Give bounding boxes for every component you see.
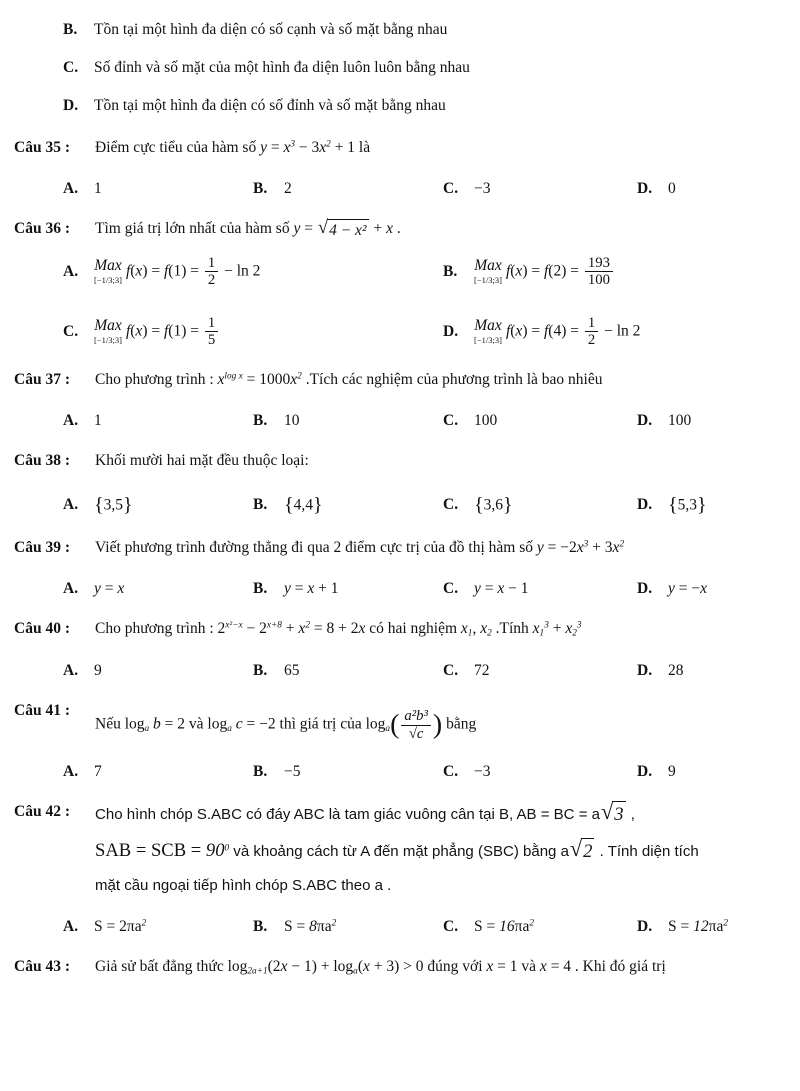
question-number: Câu 42 : xyxy=(14,803,70,821)
option-label: B. xyxy=(63,21,78,38)
option-label: B. xyxy=(253,580,268,598)
question-43 xyxy=(0,956,800,979)
option-label: A. xyxy=(63,918,79,936)
option-label: C. xyxy=(63,322,79,340)
option-value: −3 xyxy=(474,763,491,781)
option xyxy=(637,180,800,198)
option xyxy=(63,255,443,289)
option xyxy=(443,580,637,598)
option xyxy=(637,662,800,680)
option-value: $S = 12\pi a^2$ xyxy=(668,918,728,936)
question-35 xyxy=(0,137,800,198)
option xyxy=(253,180,443,198)
option xyxy=(63,580,253,598)
options-row xyxy=(0,763,800,781)
question-text: Tìm giá trị lớn nhất của hàm số y = √ 4 − x² + x . xyxy=(95,218,800,242)
question-36 xyxy=(0,218,800,348)
option-value: Max [−1/3;3] f(x) = f(1) = $\frac{1}{2}$ − ln 2 xyxy=(94,254,261,289)
option-row xyxy=(0,58,800,79)
option xyxy=(443,918,637,936)
option-label: D. xyxy=(63,96,79,114)
option xyxy=(637,918,800,936)
option-value: Max [−1/3;3] f(x) = f(4) = $\frac{1}{2}$ − ln 2 xyxy=(474,314,641,349)
option-value: 1 xyxy=(94,412,102,430)
option xyxy=(443,662,637,680)
question-38 xyxy=(0,450,800,516)
option-row xyxy=(0,96,800,117)
option-label: D. xyxy=(637,662,653,680)
option-value: y = x xyxy=(94,580,125,598)
option-value: 10 xyxy=(284,412,300,430)
option-label: C. xyxy=(443,180,459,198)
option-label: B. xyxy=(253,180,268,198)
option-value: $S = 8\pi a^2$ xyxy=(284,918,337,936)
option-label: D. xyxy=(637,763,653,781)
option xyxy=(443,180,637,198)
option xyxy=(443,763,637,781)
option xyxy=(253,763,443,781)
question-39 xyxy=(0,537,800,598)
question-number: Câu 35 : xyxy=(14,138,70,156)
option-value: {4,4} xyxy=(284,493,323,516)
option xyxy=(63,662,253,680)
option-value: 100 xyxy=(474,412,498,430)
option-label: C. xyxy=(443,662,459,680)
question-text-line: mặt cầu ngoại tiếp hình chóp S.ABC theo a . xyxy=(95,876,392,894)
options-row xyxy=(0,918,800,936)
option-label: B. xyxy=(253,496,268,514)
option-value: y = x − 1 xyxy=(474,580,529,598)
option xyxy=(63,315,443,349)
option-label: C. xyxy=(443,496,459,514)
option-label: A. xyxy=(63,763,79,781)
option xyxy=(637,580,800,598)
option-value: 7 xyxy=(94,763,102,781)
option-text: Tồn tại một hình đa diện có số cạnh và số mặt bằng nhau xyxy=(94,21,448,38)
option-value: 1 xyxy=(94,180,102,198)
question-number: Câu 38 : xyxy=(14,452,70,470)
option-label: C. xyxy=(443,580,459,598)
option xyxy=(443,255,800,289)
option-label: A. xyxy=(63,662,79,680)
question-number: Câu 41 : xyxy=(14,702,70,720)
option-label: B. xyxy=(253,918,268,936)
option-text: Tồn tại một hình đa diện có số đỉnh và số mặt bằng nhau xyxy=(94,96,446,114)
option-label: A. xyxy=(63,412,79,430)
option-value: 2 xyxy=(284,180,292,198)
option-value: −3 xyxy=(474,180,491,198)
option xyxy=(253,662,443,680)
option-label: D. xyxy=(637,412,653,430)
question-text: Nếu $\log_a b = 2$ và $\log_a c = -2$ thì giá trị của $\log_a$( $\frac{\text{a²b³}}{√c}$ ) bằng xyxy=(95,708,477,742)
question-37 xyxy=(0,369,800,430)
option xyxy=(253,918,443,936)
option-label: D. xyxy=(637,180,653,198)
option-label: A. xyxy=(63,580,79,598)
option-value: 28 xyxy=(668,662,684,680)
question-text: Cho phương trình : $x^{log x} = 1000x^2$ .Tích các nghiệm của phương trình là bao nhiêu xyxy=(95,370,603,388)
options-row xyxy=(0,412,800,430)
option-value: $S = 16\pi a^2$ xyxy=(474,918,534,936)
option-value: {3,6} xyxy=(474,493,513,516)
option-value: Max [−1/3;3] f(x) = f(1) = $\frac{1}{5}$ xyxy=(94,315,220,349)
question-text: Khối mười hai mặt đều thuộc loại: xyxy=(95,452,309,470)
option-label: D. xyxy=(637,918,653,936)
option-value: 100 xyxy=(668,412,692,430)
option-value: y = x + 1 xyxy=(284,580,339,598)
options-row xyxy=(0,494,800,517)
option xyxy=(253,494,443,517)
option-label: B. xyxy=(443,262,458,280)
option xyxy=(253,412,443,430)
options-row xyxy=(0,180,800,198)
question-number: Câu 39 : xyxy=(14,538,70,556)
question-text: Cho phương trình : $2^{x^2-x} - 2^{x+8} + x^2 = 8 + 2x$ có hai nghiệm $x_1$, $x_2$ .Tính $x_1^3 + x_2^3$ xyxy=(95,620,582,639)
option-value: Max [−1/3;3] f(x) = f(2) = $\frac{193}{100}$ xyxy=(474,255,615,289)
option xyxy=(637,412,800,430)
option xyxy=(443,494,637,517)
question-number: Câu 37 : xyxy=(14,370,70,388)
question-text: Giả sử bất đẳng thức $\log_{2a+1}(2x - 1) + \log_a(x + 3) > 0$ đúng với x = 1 và x = 4 . Khi đó giá trị xyxy=(95,958,666,978)
option xyxy=(253,580,443,598)
option xyxy=(63,918,253,936)
option xyxy=(63,180,253,198)
option-value: 0 xyxy=(668,180,676,198)
option-value: 65 xyxy=(284,662,300,680)
question-number: Câu 36 : xyxy=(14,220,70,238)
question-text xyxy=(95,801,800,897)
option xyxy=(63,494,253,517)
question-42 xyxy=(0,801,800,936)
options-row xyxy=(0,662,800,680)
option-value: −5 xyxy=(284,763,301,781)
question-number: Câu 43 : xyxy=(14,958,70,976)
option-value: {5,3} xyxy=(668,493,707,516)
option xyxy=(443,412,637,430)
option-label: B. xyxy=(253,662,268,680)
option-text: Số đỉnh và số mặt của một hình đa diện luôn luôn bằng nhau xyxy=(94,58,470,76)
question-40 xyxy=(0,618,800,680)
option-value: {3,5} xyxy=(94,493,133,516)
question-41 xyxy=(0,700,800,781)
question-text-line: Cho hình chóp S.ABC có đáy ABC là tam giác vuông cân tại B, AB = BC = a √ 3 , xyxy=(95,801,792,829)
option-label: D. xyxy=(637,580,653,598)
options-grid xyxy=(0,255,800,349)
option-value: $S = 2\pi a^2$ xyxy=(94,918,147,936)
option-label: B. xyxy=(253,412,268,430)
question-number: Câu 40 : xyxy=(14,620,70,638)
question-text: Điểm cực tiểu của hàm số $y = x^3 - 3x^2 + 1$ là xyxy=(95,138,371,156)
option-label: A. xyxy=(63,262,79,280)
question-text: Viết phương trình đường thẳng đi qua 2 điểm cực trị của đồ thị hàm số $y = -2x^3 + 3x^2$ xyxy=(95,538,625,556)
carryover-options xyxy=(0,20,800,117)
option xyxy=(637,763,800,781)
option-label: D. xyxy=(637,496,653,514)
option-value: 9 xyxy=(94,662,102,680)
options-row xyxy=(0,580,800,598)
option-value: 72 xyxy=(474,662,490,680)
option-label: C. xyxy=(443,412,459,430)
option xyxy=(63,763,253,781)
option xyxy=(63,412,253,430)
question-text-line: SAB = SCB = $90^0$ và khoảng cách từ A đến mặt phẳng (SBC) bằng a √ 2 . Tính diện tích xyxy=(95,838,792,866)
option-label: B. xyxy=(253,763,268,781)
option xyxy=(637,494,800,517)
option-label: C. xyxy=(443,763,459,781)
option-value: y = −x xyxy=(668,580,708,598)
option-value: 9 xyxy=(668,763,676,781)
option-row xyxy=(0,20,800,41)
option-label: D. xyxy=(443,322,459,340)
option xyxy=(443,315,800,349)
option-label: C. xyxy=(63,58,79,76)
option-label: A. xyxy=(63,496,79,514)
option-label: C. xyxy=(443,918,459,936)
option-label: A. xyxy=(63,180,79,198)
